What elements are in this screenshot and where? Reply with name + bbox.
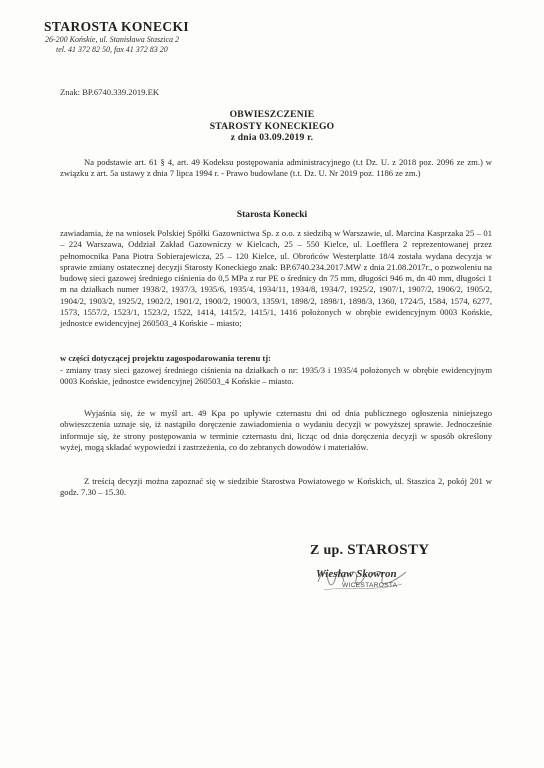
title-line-1: OBWIESZCZENIE <box>229 109 315 120</box>
authority-phone: tel. 41 372 82 50, fax 41 372 83 20 <box>56 45 168 54</box>
title-date: z dnia 03.09.2019 r. <box>230 132 314 143</box>
title-line-2: STAROSTY KONECKIEGO <box>209 120 335 132</box>
closing-paragraph: Z treścią decyzji można zapoznać się w siedzibie Starostwa Powiatowego w Końskich, ul. Staszica 2, pokój 201 w godz. 7.30 – 15.30. <box>60 476 492 498</box>
letterhead-stamp <box>44 19 274 55</box>
signature-block <box>310 542 460 589</box>
decision-paragraph: zawiadamia, że na wniosek Polskiej Spółki Gazownictwa Sp. z o.o. z siedzibą w Warszawie, ul. Marcina Kasprzaka 25 – 01 – 224 Warszawa, Oddział Zakład Gazowniczy w Kielcach, 25 – 550 Kielce, ul. Loefflera 2 reprezentowanej przez pełnomocnika Pana Piotra Sobierajewicza, 25 – 120 Kielce, ul. Obrońców Westerplatte 18/4 została wydana decyzja w sprawie zmiany ostatecznej decyzji Starosty Koneckiego znak: BP.6740.234.2017.MW z dnia 21.08.2017r., o pozwoleniu na budowę sieci gazowej średniego ciśnienia do 0,5 MPa z rur PE o średnicy dn 75 mm, długości 946 m, dn 40 mm, długości 1 m na działkach numer 1938/2, 1937/3, 1935/6, 1935/4, 1934/11, 1934/8, 1934/7, 1925/2, 1907/1, 1907/2, 1906/2, 1905/2, 1904/2, 1903/2, 1925/2, 1902/2, 1901/2, 1900/2, 1900/3, 1359/1, 1898/2, 1898/1, 1898/3, 1360, 1724/5, 1584, 1574, 6277, 1573, 1557/2, 1523/1, 1523/2, 1522, 1414, 1415/2, 1415/1, 1416 położonych w obrębie ewidencyjnym 0003 Końskie, jednostce ewidencyjnej 260503_4 Końskie – miasto; <box>60 228 492 329</box>
signature-stamp-title <box>310 542 460 559</box>
signature-prefix: Z up. <box>310 543 344 558</box>
authority-address: 26-200 Końskie, ul. Stanisława Staszica 2 <box>45 35 179 44</box>
notice-paragraph: Wyjaśnia się, że w myśl art. 49 Kpa po upływie czternastu dni od dnia publicznego ogłoszenia niniejszego obwieszczenia uznaje się, iż nastąpiło doręczenie zawiadomienia o wydaniu decyzji w powyższej sprawie. Jednocześnie informuje się, że strony postępowania w terminie czternastu dni, licząc od dnia doręczenia decyzji w sposób określony wyżej, mogą składać wypowiedzi i zastrzeżenia, co do zebranych dowodów i materiałów. <box>60 408 492 452</box>
section-heading: Starosta Konecki <box>236 209 308 220</box>
signature-office: STAROSTY <box>347 542 430 558</box>
signatory-name: Wiesław Skowron <box>316 568 397 580</box>
reference-number: Znak: BP.6740.339.2019.EK <box>60 87 160 97</box>
authority-name: STAROSTA KONECKI <box>44 19 190 34</box>
document-title <box>0 109 544 144</box>
scope-item: - zmiany trasy sieci gazowej średniego ciśnienia na działkach o nr: 1935/3 i 1935/4 położonych w obrębie ewidencyjnym 0003 Końskie, jednostce ewidencyjnej 260503_4 Końskie – miasto. <box>60 365 492 387</box>
scope-heading: w części dotyczącej projektu zagospodarowania terenu tj: <box>60 353 271 363</box>
legal-basis-paragraph: Na podstawie art. 61 § 4, art. 49 Kodeksu postępowania administracyjnego (t.t Dz. U. z 2018 poz. 2096 ze zm.) w związku z art. 5a ustawy z dnia 7 lipca 1994 r. - Prawo budowlane (t.t. Dz. U. Nr 2019 poz. 1186 ze zm.) <box>60 157 492 179</box>
signatory-role: WICESTAROSTA <box>342 582 398 589</box>
handwritten-signature <box>314 560 410 600</box>
